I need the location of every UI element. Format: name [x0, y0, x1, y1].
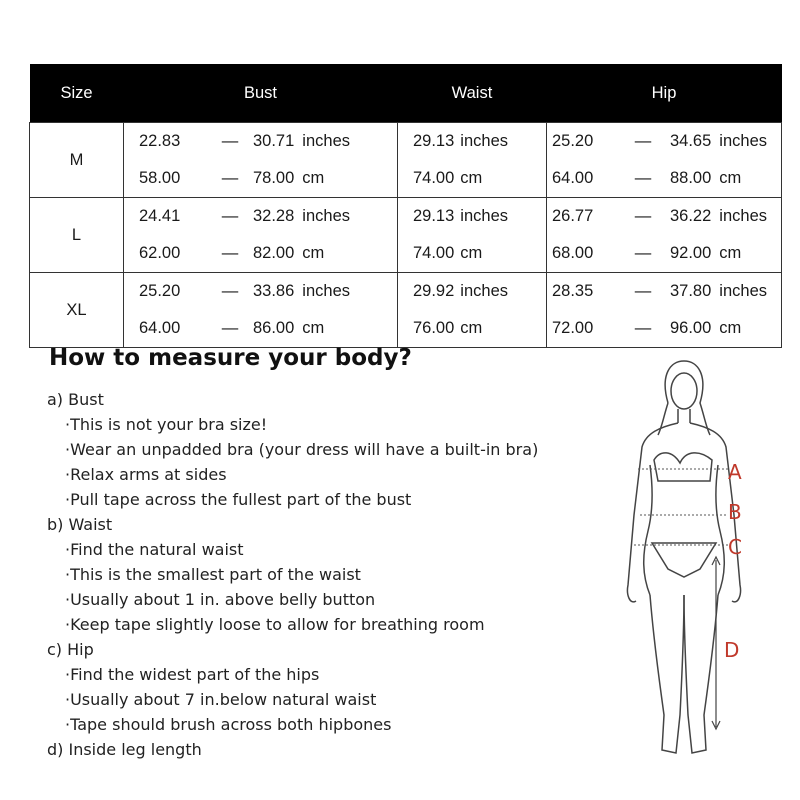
- hip-range: [547, 198, 782, 236]
- guide-section-title: a) Bust: [47, 390, 104, 409]
- unit-label: inches: [460, 282, 508, 300]
- range-dash: —: [221, 169, 239, 187]
- unit-label: cm: [719, 319, 742, 337]
- hip-min: 26.77: [552, 207, 594, 225]
- range-dash: —: [221, 282, 239, 300]
- size-row-m-inches: [30, 123, 782, 161]
- unit-label: cm: [302, 319, 325, 337]
- hip-min: 25.20: [552, 132, 594, 150]
- header-size: Size: [30, 64, 124, 123]
- bust-min: 24.41: [139, 207, 181, 225]
- size-label: M: [30, 123, 124, 198]
- waist-value: [398, 123, 547, 161]
- guide-tip: · Pull tape across the fullest part of the bust: [47, 487, 607, 512]
- hip-range: [547, 123, 782, 161]
- bust-range: [124, 123, 398, 161]
- measure-guide-heading: How to measure your body?: [49, 345, 412, 371]
- bust-max: 33.86: [253, 282, 295, 300]
- size-row-xl-inches: [30, 273, 782, 311]
- bust-min: 22.83: [139, 132, 181, 150]
- waist-number: 29.13: [413, 207, 455, 225]
- label-d: D: [724, 638, 740, 662]
- waist-value: [398, 273, 547, 311]
- range-dash: —: [634, 169, 652, 187]
- bust-max: 32.28: [253, 207, 295, 225]
- waist-number: 74.00: [413, 169, 455, 187]
- bust-range: [124, 273, 398, 311]
- hip-min: 28.35: [552, 282, 594, 300]
- hip-max: 37.80: [670, 282, 712, 300]
- hip-range: [547, 310, 782, 348]
- bust-range: [124, 310, 398, 348]
- bust-min: 64.00: [139, 319, 181, 337]
- header-hip: Hip: [547, 64, 782, 123]
- unit-label: inches: [302, 207, 350, 225]
- body-measurement-figure: [600, 355, 790, 775]
- size-chart-header-row: [30, 64, 782, 123]
- guide-tip: · Usually about 1 in. above belly button: [47, 587, 607, 612]
- hip-max: 36.22: [670, 207, 712, 225]
- measure-guide-list: [47, 387, 607, 762]
- unit-label: cm: [302, 169, 325, 187]
- range-dash: —: [221, 207, 239, 225]
- range-dash: —: [634, 207, 652, 225]
- hip-max: 96.00: [670, 319, 712, 337]
- waist-number: 74.00: [413, 244, 455, 262]
- waist-number: 29.92: [413, 282, 455, 300]
- header-waist: Waist: [398, 64, 547, 123]
- guide-tip: · Tape should brush across both hipbones: [47, 712, 607, 737]
- unit-label: inches: [460, 132, 508, 150]
- range-dash: —: [221, 132, 239, 150]
- guide-section-title: d) Inside leg length: [47, 740, 202, 759]
- hip-min: 68.00: [552, 244, 594, 262]
- waist-number: 76.00: [413, 319, 455, 337]
- hip-min: 72.00: [552, 319, 594, 337]
- range-dash: —: [634, 132, 652, 150]
- unit-label: inches: [302, 282, 350, 300]
- hip-range: [547, 235, 782, 273]
- bust-range: [124, 160, 398, 198]
- range-dash: —: [634, 319, 652, 337]
- range-dash: —: [221, 244, 239, 262]
- guide-section-title: c) Hip: [47, 640, 94, 659]
- size-chart-table: [29, 64, 782, 348]
- hip-range: [547, 273, 782, 311]
- unit-label: inches: [460, 207, 508, 225]
- size-label: XL: [30, 273, 124, 348]
- range-dash: —: [221, 319, 239, 337]
- unit-label: cm: [719, 244, 742, 262]
- label-a: A: [728, 460, 742, 484]
- waist-number: 29.13: [413, 132, 455, 150]
- bust-range: [124, 198, 398, 236]
- unit-label: cm: [460, 244, 483, 262]
- waist-value: [398, 235, 547, 273]
- bust-max: 86.00: [253, 319, 295, 337]
- guide-tip: · Usually about 7 in.below natural waist: [47, 687, 607, 712]
- size-row-l-inches: [30, 198, 782, 236]
- unit-label: cm: [302, 244, 325, 262]
- body-outline-illustration: [600, 355, 790, 775]
- hip-max: 92.00: [670, 244, 712, 262]
- range-dash: —: [634, 282, 652, 300]
- unit-label: cm: [460, 319, 483, 337]
- waist-value: [398, 310, 547, 348]
- size-row-m-cm: [30, 160, 782, 198]
- size-label: L: [30, 198, 124, 273]
- header-bust: Bust: [124, 64, 398, 123]
- guide-tip: · Relax arms at sides: [47, 462, 607, 487]
- guide-tip: · This is not your bra size!: [47, 412, 607, 437]
- bust-max: 82.00: [253, 244, 295, 262]
- bust-min: 62.00: [139, 244, 181, 262]
- guide-tip: · Find the widest part of the hips: [47, 662, 607, 687]
- unit-label: inches: [302, 132, 350, 150]
- hip-max: 34.65: [670, 132, 712, 150]
- waist-value: [398, 198, 547, 236]
- size-row-xl-cm: [30, 310, 782, 348]
- unit-label: inches: [719, 132, 767, 150]
- bust-range: [124, 235, 398, 273]
- guide-tip: · Keep tape slightly loose to allow for breathing room: [47, 612, 607, 637]
- size-row-l-cm: [30, 235, 782, 273]
- bust-min: 25.20: [139, 282, 181, 300]
- waist-value: [398, 160, 547, 198]
- bust-max: 30.71: [253, 132, 295, 150]
- unit-label: cm: [460, 169, 483, 187]
- hip-range: [547, 160, 782, 198]
- unit-label: cm: [719, 169, 742, 187]
- guide-tip: · Find the natural waist: [47, 537, 607, 562]
- unit-label: inches: [719, 282, 767, 300]
- hip-max: 88.00: [670, 169, 712, 187]
- guide-tip: · This is the smallest part of the waist: [47, 562, 607, 587]
- bust-min: 58.00: [139, 169, 181, 187]
- bust-max: 78.00: [253, 169, 295, 187]
- range-dash: —: [634, 244, 652, 262]
- guide-tip: · Wear an unpadded bra (your dress will have a built-in bra): [47, 437, 607, 462]
- label-c: C: [728, 535, 742, 559]
- label-b: B: [728, 500, 742, 524]
- unit-label: inches: [719, 207, 767, 225]
- guide-section-title: b) Waist: [47, 515, 113, 534]
- hip-min: 64.00: [552, 169, 594, 187]
